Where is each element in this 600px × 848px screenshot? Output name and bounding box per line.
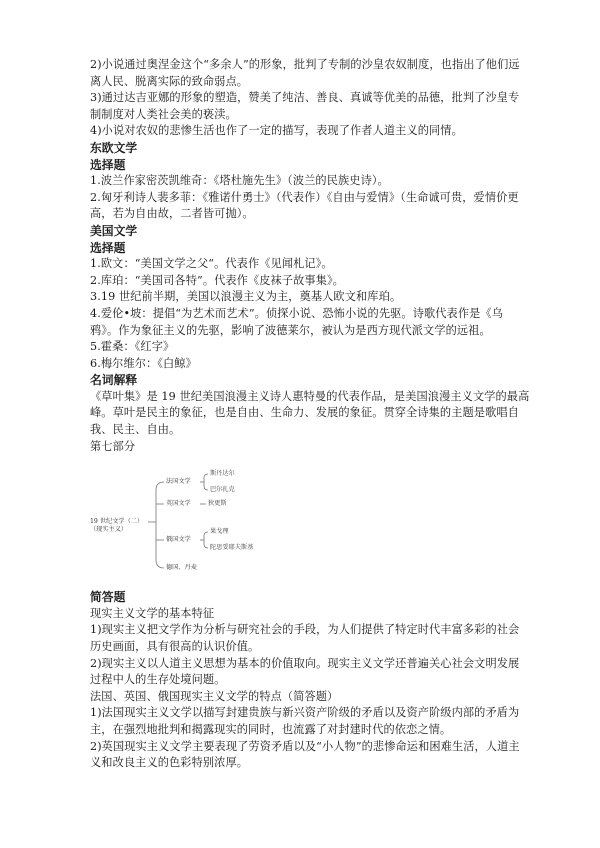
heading-american-literature: 美国文学 bbox=[90, 223, 138, 238]
diagram-item-balzac: 巴尔扎克 bbox=[210, 486, 235, 494]
diagram-branch-german-danish: 德国、丹麦 bbox=[166, 564, 197, 572]
paragraph-hawthorne: 5.霍桑：《红字》 bbox=[90, 340, 175, 354]
paragraph-mickiewicz: 1.波兰作家密茨凯维奇：《塔杜施先生》（波兰的民族史诗）。 bbox=[90, 174, 389, 188]
paragraph-petofi: 2.匈牙利诗人裴多菲：《雅诺什勇士》（代表作）《自由与爱情》（生命诚可贵，爱情价更高，若为自由故，二者皆可抛）。 bbox=[90, 190, 519, 221]
paragraph-irving: 1.欧文：“美国文学之父“。代表作《见闻札记》。 bbox=[90, 257, 333, 271]
realism-tree-diagram bbox=[90, 460, 530, 585]
page-content bbox=[90, 57, 530, 772]
heading-east-european-literature: 东欧文学 bbox=[90, 140, 138, 155]
paragraph-onegin-3: 3)通过达吉亚娜的形象的塑造，赞美了纯洁、善良、真诚等优美的品德，批判了沙皇专制制度对人类社会美的亵渎。 bbox=[90, 91, 520, 121]
paragraph-english-realism: 2)英国现实主义文学主要表现了劳资矛盾以及“小人物”的悲惨命运和困难生活，人道主义和改良主义的色彩特别浓厚。 bbox=[90, 739, 520, 770]
paragraph-part-seven: 第七部分 bbox=[90, 439, 136, 453]
diagram-item-dickens: 狄更斯 bbox=[208, 500, 227, 508]
heading-multiple-choice-1: 选择题 bbox=[90, 157, 126, 172]
diagram-branch-french: 法国文学 bbox=[166, 478, 191, 486]
diagram-branch-english: 英国文学 bbox=[166, 500, 191, 508]
paragraph-french-realism: 1)法国现实主义文学以描写封建贵族与新兴资产阶级的矛盾以及资产阶级内部的矛盾为主，在强烈地批判和揭露现实的同时，也流露了对封建时代的依恋之情。 bbox=[90, 706, 520, 736]
diagram-brackets bbox=[90, 460, 530, 585]
diagram-item-stendhal: 斯丹达尔 bbox=[210, 470, 235, 478]
heading-multiple-choice-2: 选择题 bbox=[90, 240, 126, 255]
paragraph-onegin-2: 2)小说通过奥涅金这个“多余人”的形象，批判了专制的沙皇农奴制度，也指出了他们远离人民、脱离实际的致命弱点。 bbox=[90, 58, 520, 88]
paragraph-realism-feature-1: 1)现实主义把文学作为分析与研究社会的手段，为人们提供了特定时代丰富多彩的社会历史画面，具有很高的认识价值。 bbox=[90, 623, 520, 654]
diagram-root-label: 19 世纪文学（二）（现实主义） bbox=[90, 518, 144, 534]
paragraph-national-realism-title: 法国、英国、俄国现实主义文学的特点（简答题） bbox=[90, 689, 339, 703]
paragraph-realism-features-title: 现实主义文学的基本特征 bbox=[90, 606, 215, 620]
paragraph-romanticism: 3.19 世纪前半期，美国以浪漫主义为主，奠基人欧文和库珀。 bbox=[90, 290, 402, 304]
paragraph-leaves-of-grass: 《草叶集》是 19 世纪美国浪漫主义诗人惠特曼的代表作品，是美国浪漫主义文学的最高峰。草叶是民主的象征，也是自由、生命力、发展的象征。贯穿全诗集的主题是歌唱自我、民主、自由。 bbox=[90, 389, 530, 437]
paragraph-cooper: 2.库珀：“美国司各特”。代表作《皮袜子故事集》。 bbox=[90, 273, 344, 287]
diagram-item-gogol: 果戈理 bbox=[210, 528, 229, 536]
paragraph-melville: 6.梅尔维尔：《白鲸》 bbox=[90, 356, 197, 370]
heading-term-explanation: 名词解释 bbox=[90, 373, 138, 388]
paragraph-realism-feature-2: 2)现实主义以人道主义思想为基本的价值取向。现实主义文学还普遍关心社会文明发展过程中人的生存处境问题。 bbox=[90, 656, 520, 687]
paragraph-onegin-4: 4)小说对农奴的悲惨生活也作了一定的描写，表现了作者人道主义的同情。 bbox=[90, 124, 463, 138]
heading-short-answer: 简答题 bbox=[90, 590, 126, 605]
diagram-branch-russian: 俄国文学 bbox=[166, 536, 191, 544]
paragraph-poe: 4.爱伦•坡：提倡“为艺术而艺术”。侦探小说、恐怖小说的先驱。诗歌代表作是《乌鸦》。作为象征主义的先驱，影响了波德莱尔，被认为是西方现代派文学的远祖。 bbox=[90, 306, 503, 337]
diagram-item-dostoevsky: 陀思妥耶夫斯基 bbox=[210, 544, 254, 552]
